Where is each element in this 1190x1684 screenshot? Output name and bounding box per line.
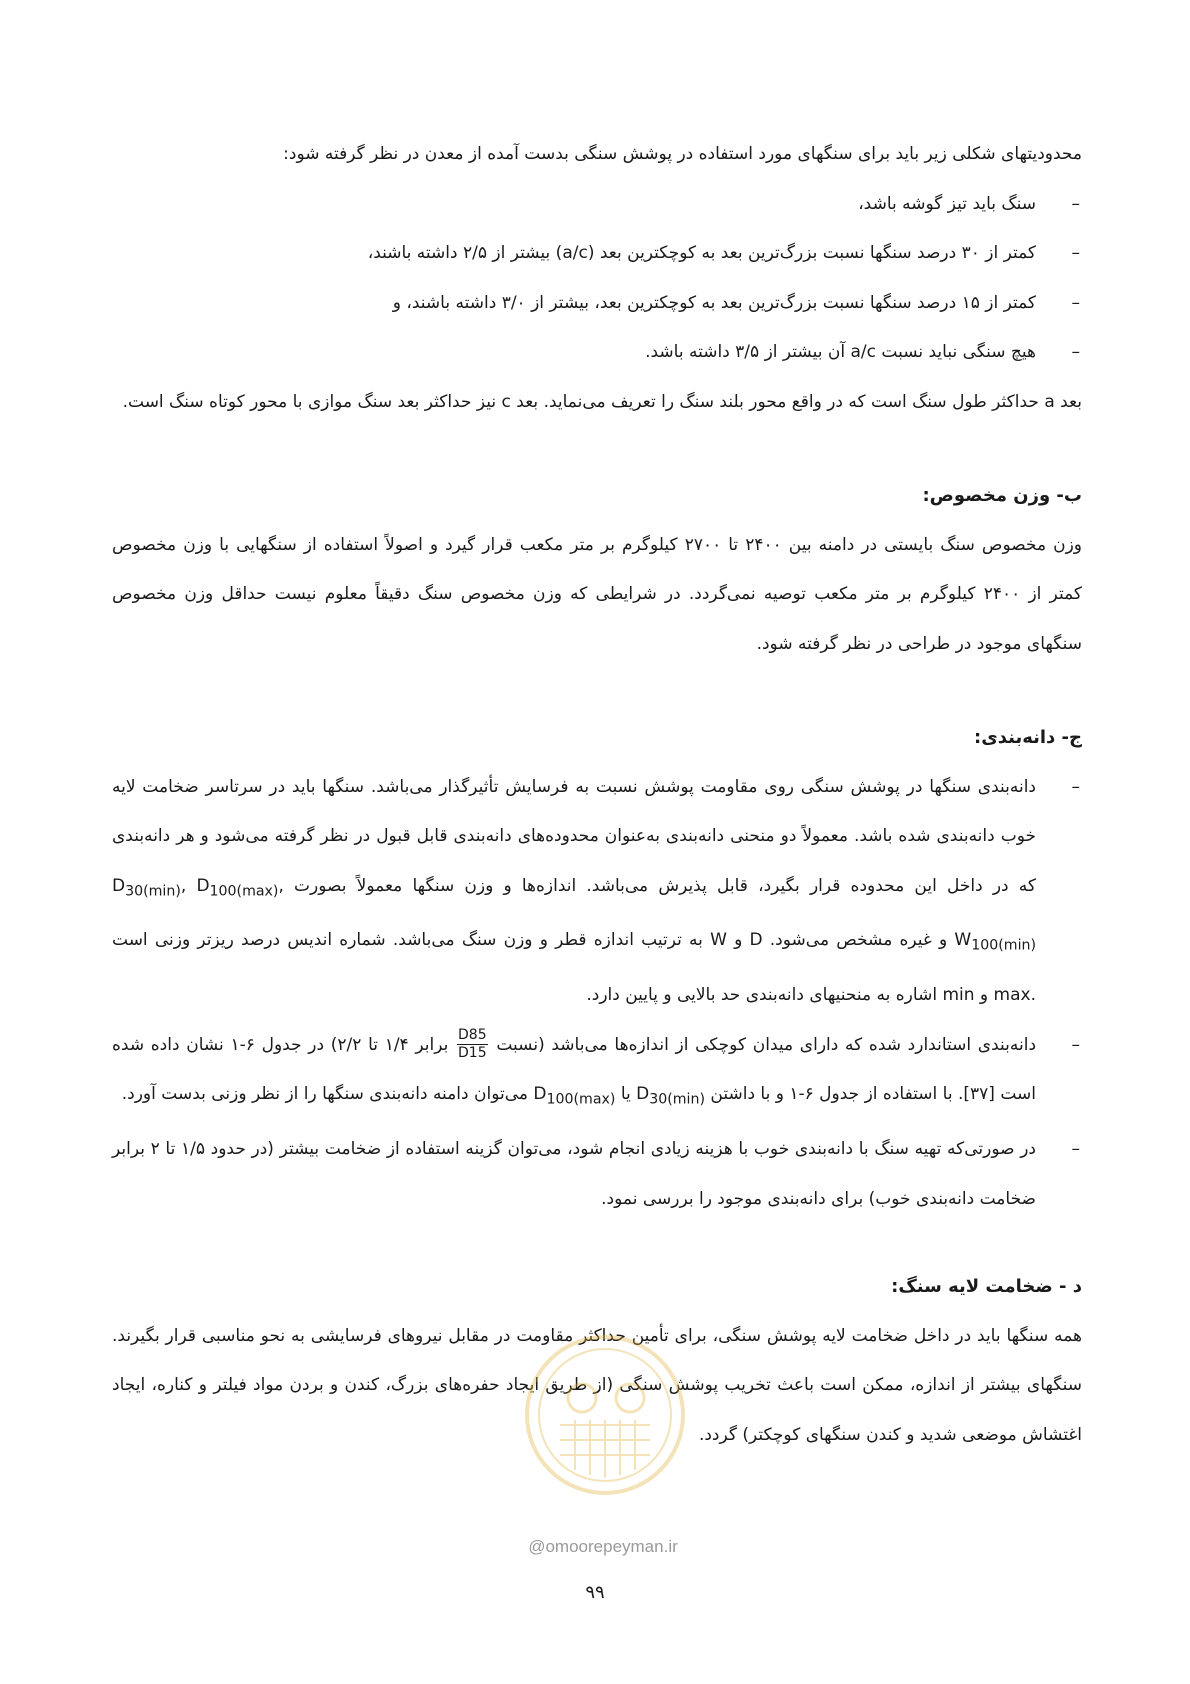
symbol-d30: $D_{30(min)}$, $D_{100(max)}$, $W_{100(min)}$: [112, 875, 1036, 954]
gradation-text: یا: [620, 1084, 631, 1105]
list-item: – کمتر از ۳۰ درصد سنگها نسبت بزرگ‌ترین بعد به کوچکترین بعد (a/c) بیشتر از ۲/۵ داشته باشند،: [112, 229, 1082, 279]
list-item: [112, 1021, 1082, 1125]
document-body: [112, 130, 1082, 1460]
section-heading-layer-thickness: د - ضخامت لایه سنگ:: [891, 1276, 1082, 1298]
list-item: – در صورتی‌که تهیه سنگ با دانه‌بندی خوب با هزینه زیادی انجام شود، می‌توان گزینه استفاده از ضخامت بیشتر (در حدود ۱/۵ تا ۲ برابر ضخامت دانه‌بندی خوب) برای دانه‌بندی موجود را بررسی نمود.: [112, 1125, 1082, 1224]
gradation-list: [112, 763, 1082, 1225]
gradation-text: دانه‌بندی استاندارد شده که دارای میدان کوچکی از اندازه‌ها می‌باشد (نسبت: [496, 1034, 1037, 1055]
gradation-text: دانه‌بندی سنگها در پوشش سنگی روی مقاومت پوشش نسبت به فرسایش تأثیرگذار می‌باشد. سنگها باید در سرتاسر ضخامت لایه خوب دانه‌بندی شده باشد. معمولاً دو منحنی دانه‌بندی به‌عنوان محدوده‌های دانه‌بندی قابل قبول در نظر گرفته می‌شود و هر دانه‌بندی که در داخل این محدوده قرار بگیرد، قابل پذیرش می‌باشد. اندازه‌ها و وزن سنگها معمولاً بصورت: [112, 776, 1036, 896]
watermark-url: @omoorepeyman.ir: [528, 1537, 678, 1556]
symbol-d100: $D_{100(max)}$: [533, 1084, 616, 1108]
subscript: 30(min): [649, 1091, 705, 1108]
gradation-text: و غیره مشخص می‌شود. D و W به ترتیب اندازه قطر و وزن سنگ می‌باشد. شماره اندیس درصد ریزتر وزنی است .max و min اشاره به منحنیهای دانه‌بندی حد بالایی و پایین دارد.: [112, 930, 1036, 1006]
page-number: ۹۹: [585, 1582, 605, 1603]
section-heading-specific-weight: ب- وزن مخصوص:: [922, 485, 1082, 506]
subscript: 100(max): [546, 1091, 616, 1108]
list-item: – هیچ سنگی نباید نسبت a/c آن بیشتر از ۳/۵ داشته باشد.: [112, 328, 1082, 378]
subscript: 100(min): [971, 937, 1036, 954]
intro-note: بعد a حداکثر طول سنگ است که در واقع محور بلند سنگ را تعریف می‌نماید. بعد c نیز حداکثر بعد سنگ موازی با محور کوتاه سنگ است.: [122, 391, 1082, 412]
gradation-text: می‌توان دامنه دانه‌بندی سنگها را از نظر وزنی بدست آورد.: [121, 1084, 528, 1105]
list-item: – کمتر از ۱۵ درصد سنگها نسبت بزرگ‌ترین بعد به کوچکترین بعد، بیشتر از ۳/۰ داشته باشند، و: [112, 279, 1082, 329]
symbol-d30: $D_{30(min)}$: [636, 1084, 705, 1108]
section-body-layer-thickness: همه سنگها باید در داخل ضخامت لایه پوشش سنگی، برای تأمین حداکثر مقاومت در مقابل نیروهای فرسایشی به نحو مناسبی قرار بگیرند. سنگهای بیشتر از اندازه، ممکن است باعث تخریب پوشش سنگی (از طریق ایجاد حفره‌های بزرگ، کندن و بردن مواد فیلتر و کناره، ایجاد اغتشاش موضعی شدید و کندن سنگهای کوچکتر) گردد.: [112, 1325, 1082, 1445]
list-item: [112, 763, 1082, 1021]
list-item: – سنگ باید تیز گوشه باشد،: [112, 180, 1082, 230]
fraction-numerator: D85: [458, 1027, 487, 1044]
intro-lead: محدودیتهای شکلی زیر باید برای سنگهای مورد استفاده در پوشش سنگی بدست آمده از معدن در نظر گرفته شود:: [283, 144, 1082, 164]
fraction-denominator: D15: [458, 1045, 487, 1062]
intro-list: [112, 180, 1082, 378]
section-body-specific-weight: وزن مخصوص سنگ بایستی در دامنه بین ۲۴۰۰ تا ۲۷۰۰ کیلوگرم بر متر مکعب قرار گیرد و اصولاً استفاده از سنگهایی با وزن مخصوص کمتر از ۲۴۰۰ کیلوگرم بر متر مکعب توصیه نمی‌گردد. در شرایطی که وزن مخصوص سنگ دقیقاً معلوم نیست حداقل وزن مخصوص سنگهای موجود در طراحی در نظر گرفته شود.: [112, 534, 1083, 654]
gradation-text: برابر ۱/۴ تا ۲/۲) در جدول ۶-۱ نشان داده شده است [۳۷]. با استفاده از جدول ۶-۱ و با داشتن: [112, 1034, 1036, 1105]
subscript: 30(min): [125, 882, 181, 899]
section-heading-gradation: ج- دانه‌بندی:: [974, 727, 1082, 748]
subscript: 100(max): [209, 882, 279, 899]
ratio-fraction: [457, 1027, 488, 1062]
